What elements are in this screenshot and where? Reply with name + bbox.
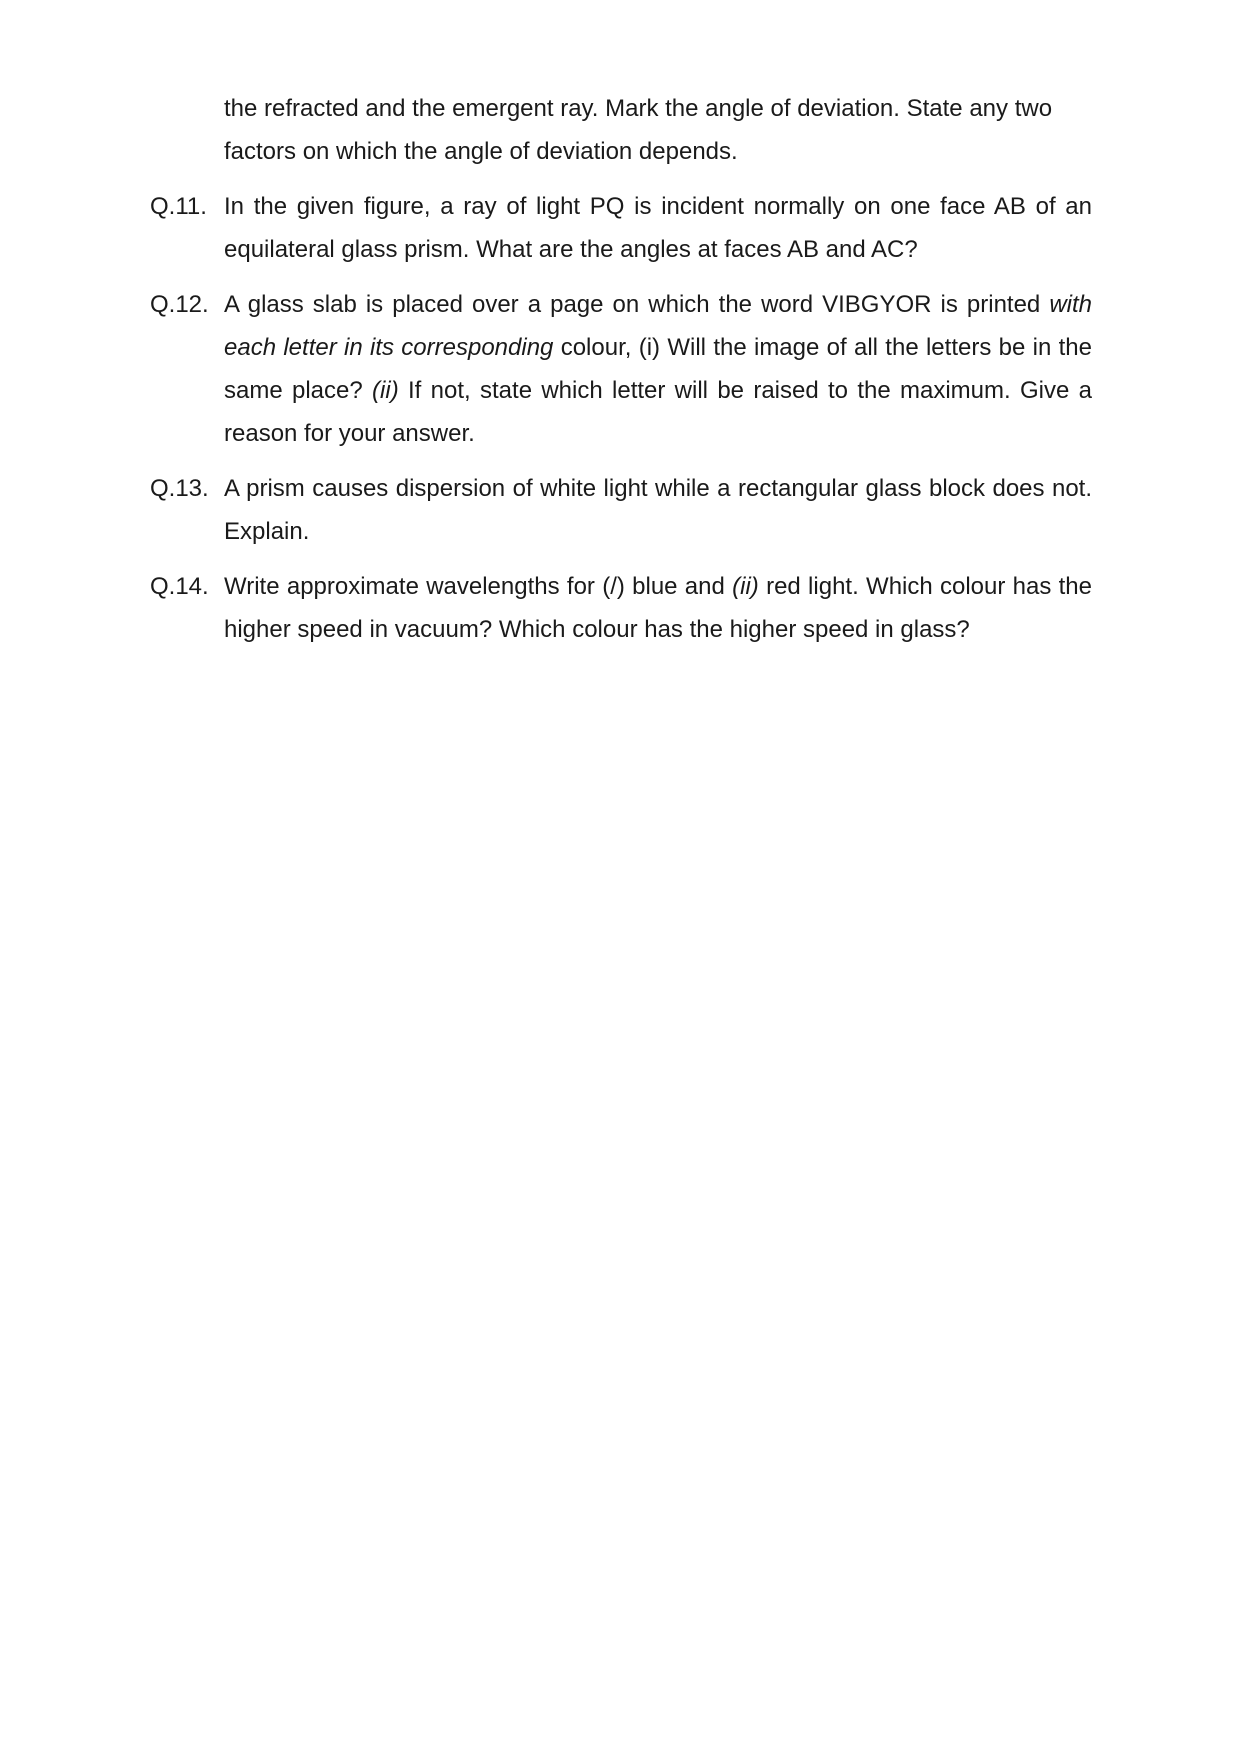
question-number: Q.14. (150, 573, 209, 600)
question-number: Q.11. (150, 193, 207, 220)
question-14 (150, 565, 1092, 651)
question-text (224, 565, 1092, 651)
question-text (224, 283, 1092, 455)
question-12 (150, 283, 1092, 455)
question-11 (150, 185, 1092, 271)
question-text-part: Write approximate wavelengths for (/) blue and (224, 573, 733, 600)
continuation-block (150, 87, 1092, 173)
question-text-italic: (ii) (732, 573, 759, 600)
question-text: In the given figure, a ray of light PQ is incident normally on one face AB of an equilateral glass prism. What are the angles at faces AB and AC? (224, 193, 1092, 263)
question-text-part: A glass slab is placed over a page on which the word VIBGYOR is printed (224, 291, 1050, 318)
question-13 (150, 467, 1092, 553)
question-text: A prism causes dispersion of white light while a rectangular glass block does not. Explain. (224, 475, 1092, 545)
question-text-part: colour, (i) Will the image of all the letters be in the same place? (224, 334, 1092, 404)
question-number: Q.12. (150, 291, 209, 318)
question-text-italic: (ii) (372, 377, 399, 404)
question-text-italic: with each letter in its corresponding (224, 291, 1092, 361)
question-number: Q.13. (150, 475, 209, 502)
question-text-part: red light. Which colour has the higher speed in vacuum? Which colour has the higher speed in glass? (224, 573, 1092, 643)
question-text-part: If not, state which letter will be raised to the maximum. Give a reason for your answer. (224, 377, 1093, 447)
continuation-text: the refracted and the emergent ray. Mark the angle of deviation. State any two factors on which the angle of deviation depends. (224, 95, 1053, 165)
